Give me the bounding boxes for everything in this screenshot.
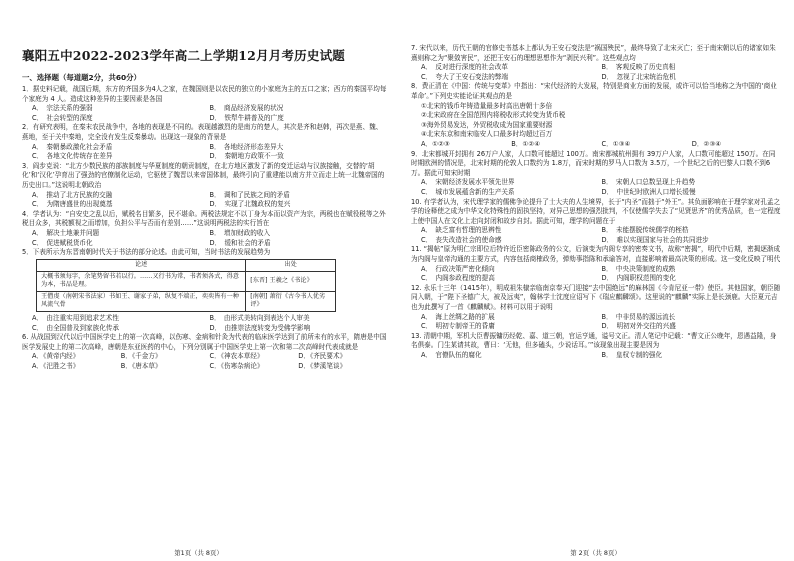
statement: ④北宋东京和南宋临安人口最多时均超过百万 <box>421 130 553 139</box>
option[interactable]: C． 城市发展蕴含新的生产关系 <box>421 187 515 196</box>
statement: ①北宋的钱币年铸造量最多时高出唐朝十多倍 <box>421 101 553 110</box>
source-table <box>36 259 336 312</box>
option[interactable]: A． 由注重实用到追求艺术性 <box>32 314 119 323</box>
question-8: 8．费正清在《中国：传统与变革》中指出：“宋代经济的大发展，特别是商业方面的发展，或许可以恰当地称之为中国的‘商业革命’。”下列史实能论证其观点的是 <box>411 82 777 100</box>
option[interactable]: B． 由形式美转向到表达个人审美 <box>209 314 310 323</box>
table-row <box>37 271 336 291</box>
question-13-options <box>411 351 782 361</box>
option[interactable]: A． 宗法关系的强弱 <box>32 104 93 113</box>
question-6: 6. 从战国到汉代以后中国医学史上的第一次高峰，以伤寒、金病和针灸为代表的临床医学达到了前所未有的水平，隋唐是中国医学发展史上的第二次高峰，唐朝是东亚医药的中心，下列分别属于中国医学史上第一次和第二次高峰时代表成就是 <box>22 333 387 351</box>
option[interactable]: D． 实现了北魏政权的复兴 <box>209 200 291 209</box>
option[interactable]: A． 官僚队伍的腐化 <box>421 351 482 359</box>
table-cell: 大概书须每字，余笔势留书若以行。……又行书为常，书者须各式，得意为本，书品是理。 <box>37 271 246 291</box>
question-2: 2．有研究表明，在秦末农民战争中，各地的表现是不同的。表现越激烈的是南方的楚人，其次是齐和赵韩，再次是燕、魏、燕地，至于关中秦地，完全没有发生反秦暴动。出现这一现象的背景是 <box>22 123 383 141</box>
question-3-options <box>22 191 387 210</box>
option[interactable]: C． 内阁参政程度的提高 <box>421 274 495 283</box>
question-9-options <box>411 178 782 197</box>
option[interactable]: B． 增加财政的收入 <box>209 228 271 237</box>
statement: ③海外贸易发达，外贸税收成为国家重要财源 <box>421 120 553 129</box>
question-2-options <box>22 143 387 162</box>
section-heading: 一、选择题（每道题2分，共60分） <box>22 73 141 82</box>
question-4: 4．学者认为：“自安史之乱以后，赋税名目繁多，民不堪命。两税法规定不以丁身为本而以资产为宗，两税也在赋役税等之外税目众多，其税额视之而增加，负担公平与否而有差别……”这说明两税法的实行旨在 <box>22 209 386 228</box>
option[interactable]: D．《齐民要术》 <box>298 352 347 361</box>
option[interactable]: D．《梦溪笔谈》 <box>298 362 347 371</box>
option[interactable]: B． 未能摆脱传统儒学的桎梏 <box>601 226 689 235</box>
page-footer: 第 2页（共 8页） <box>570 549 621 557</box>
option[interactable]: C． 为隋唐盛世的出现奠基 <box>32 200 113 209</box>
option[interactable]: B．《千金方》 <box>120 352 162 361</box>
question-11: 11. “揭帖”原为明仁宗即位后特许近臣密陈政务的公文，后演变为内阁专享的密奏文书，故称“密揭”，明代中后期，密揭逐渐成为内阁与皇帝沟通的主要方式，内容包括商榷政务，弹劾事指陈和承谕答对，直接影响着最高决策的形成。这一变化反映了明代 <box>411 245 781 264</box>
table-cell: 王僧虔（南朝宋书法家）书如王、谢家子弟，纵复不端正，奕奕皆有一种风流气骨 <box>37 291 246 311</box>
option[interactable]: C． 由全国普及到家族化传承 <box>32 323 120 332</box>
question-11-options <box>411 265 782 284</box>
option[interactable]: D．②③④ <box>691 139 722 148</box>
option[interactable]: D． 难以实现国家与社会的共同进步 <box>601 235 709 244</box>
option[interactable]: A． 行政决策严密化倾向 <box>421 264 495 273</box>
table-header: 出处 <box>246 259 336 271</box>
question-10-options <box>411 226 782 245</box>
question-6-options <box>22 352 387 371</box>
table-header: 论述 <box>37 259 246 271</box>
question-10: 10. 有学者认为，宋代理学家的儒佛争论提升了士大夫的人生境界，长于“内圣”而拙于“外王”。其负面影响在于理学家对孔孟之学的诠释使之成为中华文化特殊性的固执坚持，对异己思想的强烈批判，不仅使儒学失去了“见贤思齐”的优秀品质，也一定程度上使中国人在文化上走向封闭和故步自封。据此可知，理学的问题在于 <box>411 197 781 225</box>
option[interactable]: B．《唐本草》 <box>120 362 162 371</box>
option[interactable]: B． 皇权专制的强化 <box>601 351 663 359</box>
option[interactable]: C． 社会转型的深度 <box>32 113 93 122</box>
option[interactable]: D． 缓和社会的矛盾 <box>209 238 271 247</box>
option[interactable]: C．①③④ <box>601 139 631 148</box>
question-9: 9．北宋都城开封拥有 26万户人家，人口数可能超过 100万。南宋都城杭州拥有 39万户人家，人口数可能超过 150万。在同时期欧洲的情况是，北宋时期的伦敦人口数约为 1.8万，而宋时期的罗马人口数为 3.5万，一个世纪之后的巴黎人口数不到6万。据此可知宋时期 <box>411 149 776 177</box>
option[interactable]: B． 客观反映了历史真相 <box>601 63 676 72</box>
option[interactable]: C． 促进赋税货币化 <box>32 238 93 247</box>
option[interactable]: C． 各地文化传统存在差异 <box>32 152 113 161</box>
option[interactable]: B． 中央决策制度的成熟 <box>601 264 676 273</box>
option[interactable]: C．《神农本草经》 <box>209 352 264 361</box>
option[interactable]: A． 解决土地兼并问题 <box>32 228 100 237</box>
option[interactable]: A． 缺乏富有哲理的思辨性 <box>421 226 502 235</box>
question-1: 1．据史料记载，战国后期，东方的齐国多为4人之家，在魏国则是以农民的独立的小家庭为主的五口之家；西方的秦国平均每个家庭为 4 人。造成这种差异的主要因素是各国 <box>22 85 387 103</box>
option[interactable]: A． 推动了北方民族的交融 <box>32 190 113 199</box>
option[interactable]: D． 忽视了北宋统治危机 <box>601 72 676 81</box>
question-8-options <box>411 140 782 150</box>
option[interactable]: B． 中非贸易的源远流长 <box>601 312 676 321</box>
option[interactable]: C． 明初专制帝王的昏庸 <box>421 322 495 331</box>
option[interactable]: D． 秦朝地方政策不一致 <box>209 152 284 161</box>
exam-title: 襄阳五中2022-2023学年高二上学期12月月考历史试题 <box>22 48 345 63</box>
option[interactable]: A． 秦朝暴政激化社会矛盾 <box>32 142 113 151</box>
option[interactable]: B．①②④ <box>511 139 541 148</box>
option[interactable]: B． 商品经济发展的状况 <box>209 104 284 113</box>
option[interactable]: A．《汜胜之书》 <box>32 362 80 371</box>
option[interactable]: D． 明初对外交往的兴盛 <box>601 322 676 331</box>
option[interactable]: B． 调和了民族之间的矛盾 <box>209 190 290 199</box>
question-1-options <box>22 104 387 123</box>
question-7-options <box>411 63 782 82</box>
option[interactable]: C． 夸大了王安石变法的弊端 <box>421 72 509 81</box>
question-4-options <box>22 229 387 248</box>
option[interactable]: D． 中世纪时欧洲人口增长缓慢 <box>601 187 696 196</box>
option[interactable]: C． 丧失改造社会的使命感 <box>421 235 502 244</box>
option[interactable]: A． 反对进行深度的社会改革 <box>421 63 508 72</box>
question-5-options <box>22 314 387 333</box>
statement: ②北宋政府在全国范围内将税收形式转变为货币税 <box>421 111 566 120</box>
page-footer: 第1页（共 8页） <box>174 549 223 557</box>
option[interactable]: A．①②③ <box>421 139 450 148</box>
option[interactable]: D． 由推崇法度转变为受佛学影响 <box>209 323 311 332</box>
option[interactable]: A． 海上丝绸之路的扩展 <box>421 312 495 321</box>
question-13: 13. 清朝中期，军机大臣曹振镛历经乾、嘉、道三朝，官运亨通，谥号文正。清人笔记中记载：“曹文正公晚年，恩遇益隆，身名俱泰。门生某请其故，曹曰：‘无他，但多磕头，少说话耳。’”该现象出现主要是因为 <box>411 331 777 350</box>
table-row <box>37 291 336 311</box>
option[interactable]: B． 各地经济形态差异大 <box>209 142 284 151</box>
table-cell: [东晋] 王羲之《书论》 <box>246 271 336 291</box>
option[interactable]: A．《黄帝内经》 <box>32 352 80 361</box>
page-2 <box>397 0 794 561</box>
option[interactable]: D． 内阁职权范围的变化 <box>601 274 676 283</box>
question-3: 3．阎步克说：“北方少数民族的部族制度与华夏制度的朝贡制度，在北方地区激发了新的变迁运动与汉族接触，交替的‘胡化’和‘汉化’孕育出了强劲的官僚制化运动，它驱使了魏晋以来帝国体制，最终引向了重建能以南方并立而走上统一北魏帝国的历史出口。”这说明北朝政治 <box>22 161 385 189</box>
question-12-options <box>411 313 782 332</box>
option[interactable]: D． 铁犁牛耕普及的广度 <box>209 113 284 122</box>
table-cell: [南朝] 萧衍《古今书人优劣评》 <box>246 291 336 311</box>
question-5: 5．下表所示为东晋南朝时代关于书法的部分论述。由此可知，当时书法的发展趋势为 <box>22 248 271 257</box>
question-7: 7. 宋代以来，历代王朝的官修史书基本上都认为王安石变法是“祸国殃民”，最终导致了北宋灭亡；至于南宋朝以后的诸家如朱熹则称之为“聚敛害民”，还把王安石的理想思想作为“剥民兴利”。这些观点均 <box>411 44 776 62</box>
option[interactable]: A． 宋朝经济发展水平领先世界 <box>421 178 515 187</box>
option[interactable]: B． 宋朝人口总数呈现上升趋势 <box>601 178 696 187</box>
option[interactable]: C．《伤寒杂病论》 <box>209 362 264 371</box>
question-12: 12. 永乐十三年（1415年），明成祖朱棣亲临南京奉天门迎接“去中国绝远”的麻林国《今肯尼亚一带》使臣。其他国家，朝臣随同入朝，于“陛下圣德广大，被及远夷”，翰林学士沈度应诏写下《瑞应麒麟颂》。这里说的“麒麟”实际上是长颈鹿。大臣夏元吉也为此撰写了一首《麒麟赋》。材料可以用于说明 <box>411 283 781 312</box>
